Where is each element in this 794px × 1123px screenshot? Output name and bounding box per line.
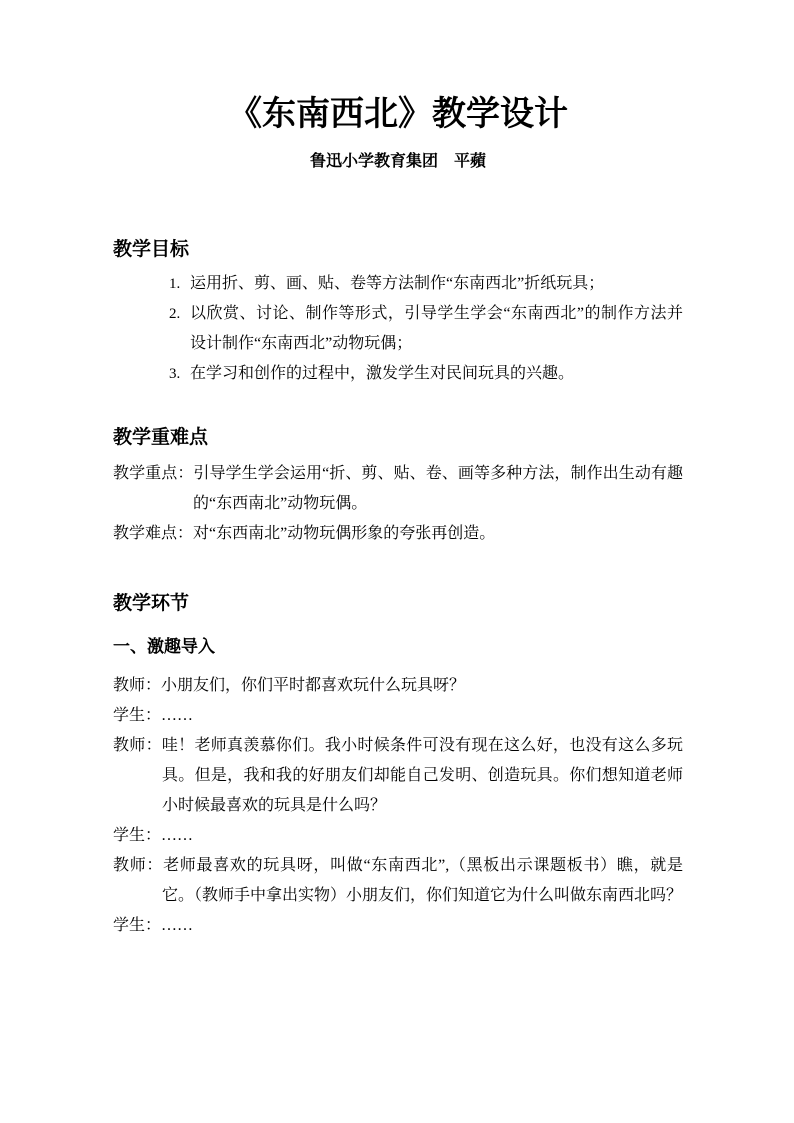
section-heading-objectives: 教学目标 — [113, 239, 190, 260]
dialogue-line-teacher-3: 教师：老师最喜欢的玩具呀，叫做“东南西北”,（黑板出示课题板书）瞧，就是它。（教师手中拿出实物）小朋友们，你们知道它为什么叫做东南西北吗？ — [113, 857, 683, 904]
section-heading-key-points: 教学重难点 — [113, 427, 209, 448]
spacer-key-points — [113, 389, 683, 425]
difficulty-point-text: 教学难点：对“东西南北”动物玩偶形象的夸张再创造。 — [113, 525, 496, 542]
dialogue-line-student-2: 学生：…… — [113, 827, 194, 844]
objectives-list — [113, 269, 683, 389]
dialogue-line-student-1: 学生：…… — [113, 707, 194, 724]
dialogue-line-student-3: 学生：…… — [113, 917, 194, 934]
key-point-text: 教学重点：引导学生学会运用“折、剪、贴、卷、画等多种方法，制作出生动有趣的“东西南北”动物玩偶。 — [113, 465, 683, 512]
list-item: 运用折、剪、画、贴、卷等方法制作“东南西北”折纸玩具； — [190, 275, 605, 292]
dialogue-line-teacher-2: 教师：哇！老师真羡慕你们。我小时候条件可没有现在这么好，也没有这么多玩具。但是，我和我的好朋友们却能自己发明、创造玩具。你们想知道老师小时候最喜欢的玩具是什么吗？ — [113, 737, 683, 814]
spacer-after-subsection-heading — [113, 659, 683, 671]
subsection-heading-introduction: 一、激趣导入 — [113, 637, 215, 656]
spacer-steps — [113, 549, 683, 591]
list-item: 在学习和创作的过程中，激发学生对民间玩具的兴趣。 — [190, 365, 575, 382]
list-item: 以欣赏、讨论、制作等形式，引导学生学会“东南西北”的制作方法并设计制作“东南西北”动物玩偶； — [190, 305, 683, 352]
spacer-after-steps-heading — [113, 617, 683, 635]
section-heading-steps: 教学环节 — [113, 593, 190, 614]
dialogue-line-teacher-1: 教师：小朋友们，你们平时都喜欢玩什么玩具呀？ — [113, 677, 466, 694]
document-byline: 鲁迅小学教育集团 平蘋 — [309, 153, 486, 170]
document-content — [113, 0, 683, 941]
spacer-after-key-points-heading — [113, 451, 683, 459]
spacer-objectives — [113, 174, 683, 237]
page-title: 《东南西北》教学设计 — [228, 95, 568, 133]
